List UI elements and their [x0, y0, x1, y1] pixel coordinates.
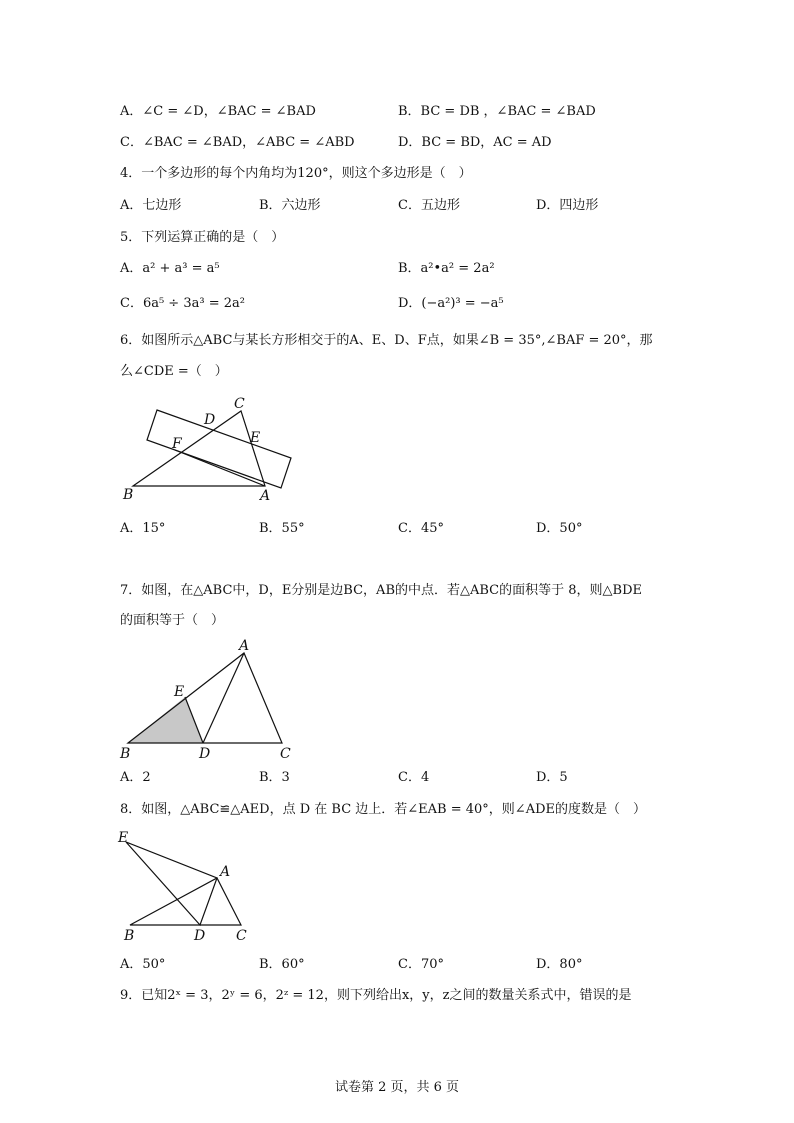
- q6-option-b: B．55°: [259, 521, 305, 536]
- q3-option-b: B．BC = DB ，∠BAC = ∠BAD: [398, 104, 596, 119]
- q7-label-e: E: [174, 684, 185, 700]
- q3-option-a: A．∠C = ∠D，∠BAC = ∠BAD: [120, 104, 316, 119]
- q6-rectangle: [147, 410, 291, 488]
- q6-segment-af: [175, 450, 265, 486]
- q3-option-d: D．BC = BD，AC = AD: [398, 135, 552, 150]
- q7-segment-ad: [203, 653, 244, 743]
- q4-option-b: B．六边形: [259, 198, 321, 213]
- q8-figure: [110, 826, 270, 946]
- q6-label-d: D: [204, 412, 216, 428]
- q9-stem: 9．已知2ˣ = 3，2ʸ = 6，2ᶻ = 12，则下列给出x，y，z之间的数量关系式中，错误的是: [120, 988, 632, 1003]
- q8-label-a: A: [220, 864, 231, 880]
- q7-option-a: A．2: [120, 770, 151, 785]
- q4-option-a: A．七边形: [120, 198, 182, 213]
- q4-option-c: C．五边形: [398, 198, 460, 213]
- q6-label-e: E: [250, 430, 261, 446]
- q7-label-a: A: [239, 638, 250, 654]
- q5-option-a: A．a² + a³ = a⁵: [120, 261, 220, 276]
- q7-label-d: D: [199, 746, 211, 762]
- q5-option-c: C．6a⁵ ÷ 3a³ = 2a²: [120, 296, 245, 311]
- q4-stem: 4．一个多边形的每个内角均为120°，则这个多边形是（ ）: [120, 166, 472, 181]
- q8-label-e: E: [118, 830, 129, 846]
- q7-shaded-bde: [128, 697, 203, 743]
- q7-option-b: B．3: [259, 770, 290, 785]
- q3-option-c: C．∠BAC = ∠BAD，∠ABC = ∠ABD: [120, 135, 355, 150]
- q8-option-a: A．50°: [120, 957, 166, 972]
- q8-stem: 8．如图，△ABC≌△AED，点 D 在 BC 边上．若∠EAB = 40°，则∠ADE的度数是（ ）: [120, 802, 646, 817]
- q6-stem-line2: 么∠CDE =（ ）: [120, 364, 228, 379]
- q6-option-a: A．15°: [120, 521, 166, 536]
- q7-figure: [110, 636, 310, 764]
- q4-option-d: D．四边形: [536, 198, 599, 213]
- q6-label-a: A: [260, 488, 271, 504]
- q5-option-d: D．(−a²)³ = −a⁵: [398, 296, 504, 311]
- q8-option-b: B．60°: [259, 957, 305, 972]
- q6-label-f: F: [172, 436, 182, 452]
- q8-triangle-abc: [130, 878, 241, 925]
- page-footer: 试卷第 2 页，共 6 页: [334, 1080, 460, 1095]
- q6-option-c: C．45°: [398, 521, 444, 536]
- q6-label-c: C: [234, 396, 245, 412]
- q6-label-b: B: [123, 487, 134, 503]
- q8-triangle-aed: [126, 842, 217, 925]
- q7-label-b: B: [120, 746, 131, 762]
- q6-stem-line1: 6．如图所示△ABC与某长方形相交于的A、E、D、F点，如果∠B = 35°,∠BAF = 20°，那: [120, 333, 653, 348]
- q7-option-d: D．5: [536, 770, 568, 785]
- q7-stem-line2: 的面积等于（ ）: [120, 613, 225, 628]
- q7-label-c: C: [280, 746, 291, 762]
- q7-stem-line1: 7．如图，在△ABC中，D，E分别是边BC，AB的中点．若△ABC的面积等于 8，则△BDE: [120, 583, 642, 598]
- q7-option-c: C．4: [398, 770, 430, 785]
- q8-label-d: D: [194, 928, 206, 944]
- q8-option-c: C．70°: [398, 957, 444, 972]
- q6-figure: [110, 390, 310, 505]
- q8-option-d: D．80°: [536, 957, 583, 972]
- q5-option-b: B．a²•a² = 2a²: [398, 261, 495, 276]
- q8-label-c: C: [236, 928, 247, 944]
- q5-stem: 5．下列运算正确的是（ ）: [120, 230, 285, 245]
- q6-option-d: D．50°: [536, 521, 583, 536]
- q8-label-b: B: [124, 928, 135, 944]
